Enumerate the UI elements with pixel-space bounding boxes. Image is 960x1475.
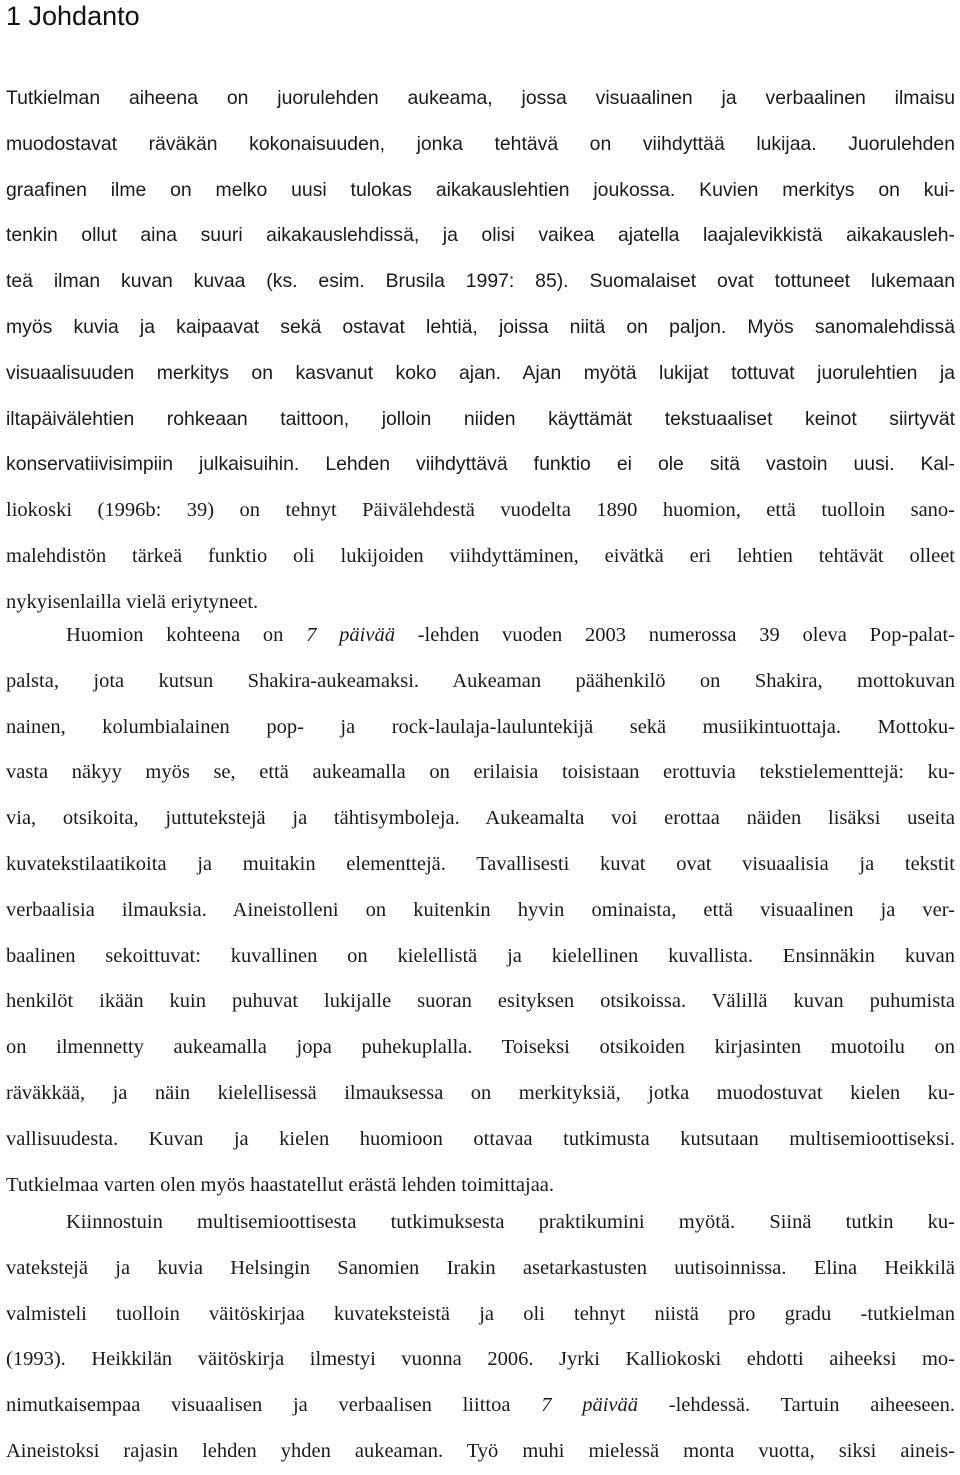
text-line: verbaalisia ilmauksia. Aineistolleni on kuitenkin hyvin ominaista, että visuaalinen ja ver- (6, 898, 955, 921)
text-line: graafinen ilme on melko uusi tulokas aikakauslehtien joukossa. Kuvien merkitys on kui- (6, 178, 955, 201)
text-line: vatekstejä ja kuvia Helsingin Sanomien Irakin asetarkastusten uutisoinnissa. Elina Heikkilä (6, 1256, 955, 1279)
text-line: henkilöt ikään kuin puhuvat lukijalle suoran esityksen otsikoissa. Välillä kuvan puhumista (6, 990, 955, 1013)
magazine-title: 7 päivää (306, 624, 395, 646)
text-line: vallisuudesta. Kuvan ja kielen huomioon ottavaa tutkimusta kutsutaan multisemioottiseksi. (6, 1127, 955, 1150)
text-line: tenkin ollut aina suuri aikakauslehdissä, ja olisi vaikea ajatella laajalevikkistä aikakausleh- (6, 224, 955, 247)
text-line: kuvatekstilaatikoita ja muitakin elementtejä. Tavallisesti kuvat ovat visuaalisia ja tekstit (6, 852, 955, 875)
text-line: liokoski (1996b: 39) on tehnyt Päivälehdestä vuodelta 1890 huomion, että tuolloin sano- (6, 499, 955, 522)
text-line: visuaalisuuden merkitys on kasvanut koko ajan. Ajan myötä lukijat tottuvat juorulehtien ja (6, 361, 955, 384)
text-line: myös kuvia ja kaipaavat sekä ostavat lehtiä, joissa niitä on paljon. Myös sanomalehdissä (6, 315, 955, 338)
text-line: Tutkielman aiheena on juorulehden aukeama, jossa visuaalinen ja verbaalinen ilmaisu (6, 87, 955, 109)
text-line-indented: Huomion kohteena on 7 päivää -lehden vuoden 2003 numerossa 39 oleva Pop-palat- (66, 624, 955, 646)
paragraph-1 (6, 76, 955, 626)
text-line: nainen, kolumbialainen pop- ja rock-laulaja-lauluntekijä sekä musiikintuottaja. Mottoku- (6, 715, 955, 738)
text-line-last: nykyisenlailla vielä eriytyneet. (6, 590, 259, 613)
text-line: muodostavat räväkän kokonaisuuden, jonka tehtävä on viihdyttää lukijaa. Juorulehden (6, 132, 955, 155)
text-line: palsta, jota kutsun Shakira-aukeamaksi. Aukeaman päähenkilö on Shakira, mottokuvan (6, 669, 955, 692)
text-line: konservatiivisimpiin julkaisuihin. Lehden viihdyttävä funktio ei ole sitä vastoin uusi. Kal- (6, 453, 955, 476)
text-line: vasta näkyy myös se, että aukeamalla on erilaisia toisistaan erottuvia tekstielementtejä: ku- (6, 761, 955, 784)
text-line: (1993). Heikkilän väitöskirja ilmestyi vuonna 2006. Jyrki Kalliokoski ehdotti aiheeksi mo- (6, 1348, 955, 1371)
paragraph-2 (6, 613, 955, 1208)
text-line: baalinen sekoittuvat: kuvallinen on kielellistä ja kielellinen kuvallista. Ensinnäkin kuvan (6, 944, 955, 967)
text-line: räväkkää, ja näin kielellisessä ilmauksessa on merkityksiä, jotka muodostuvat kielen ku- (6, 1081, 955, 1104)
text-line-indented: Kiinnostuin multisemioottisesta tutkimuksesta praktikumini myötä. Siinä tutkin ku- (66, 1211, 955, 1233)
text-line: via, otsikoita, juttutekstejä ja tähtisymboleja. Aukeamalta voi erottaa näiden lisäksi useita (6, 807, 955, 830)
text-line: on ilmennetty aukeamalla jopa puhekuplalla. Toiseksi otsikoiden kirjasinten muotoilu on (6, 1036, 955, 1059)
text-line-last: Tutkielmaa varten olen myös haastatellut erästä lehden toimittajaa. (6, 1173, 555, 1196)
text-line: nimutkaisempaa visuaalisen ja verbaalisen liittoa 7 päivää -lehdessä. Tartuin aiheeseen. (6, 1394, 956, 1417)
text-line: Aineistoksi rajasin lehden yhden aukeaman. Työ muhi mielessä monta vuotta, siksi aineis- (6, 1439, 955, 1462)
chapter-heading: 1 Johdanto (6, 1, 140, 31)
text-line: iltapäivälehtien rohkeaan taittoon, jolloin niiden käyttämät tekstuaaliset keinot siirtyvät (6, 407, 955, 430)
magazine-title: 7 päivää (541, 1394, 638, 1417)
text-line: valmisteli tuolloin väitöskirjaa kuvateksteistä ja oli tehnyt niistä pro gradu -tutkielman (6, 1302, 955, 1325)
text-line: teä ilman kuvan kuvaa (ks. esim. Brusila 1997: 85). Suomalaiset ovat tottuneet lukemaan (6, 270, 955, 293)
text-line: malehdistön tärkeä funktio oli lukijoiden viihdyttäminen, eivätkä eri lehtien tehtävät olleet (6, 544, 955, 567)
paragraph-3 (6, 1200, 955, 1475)
